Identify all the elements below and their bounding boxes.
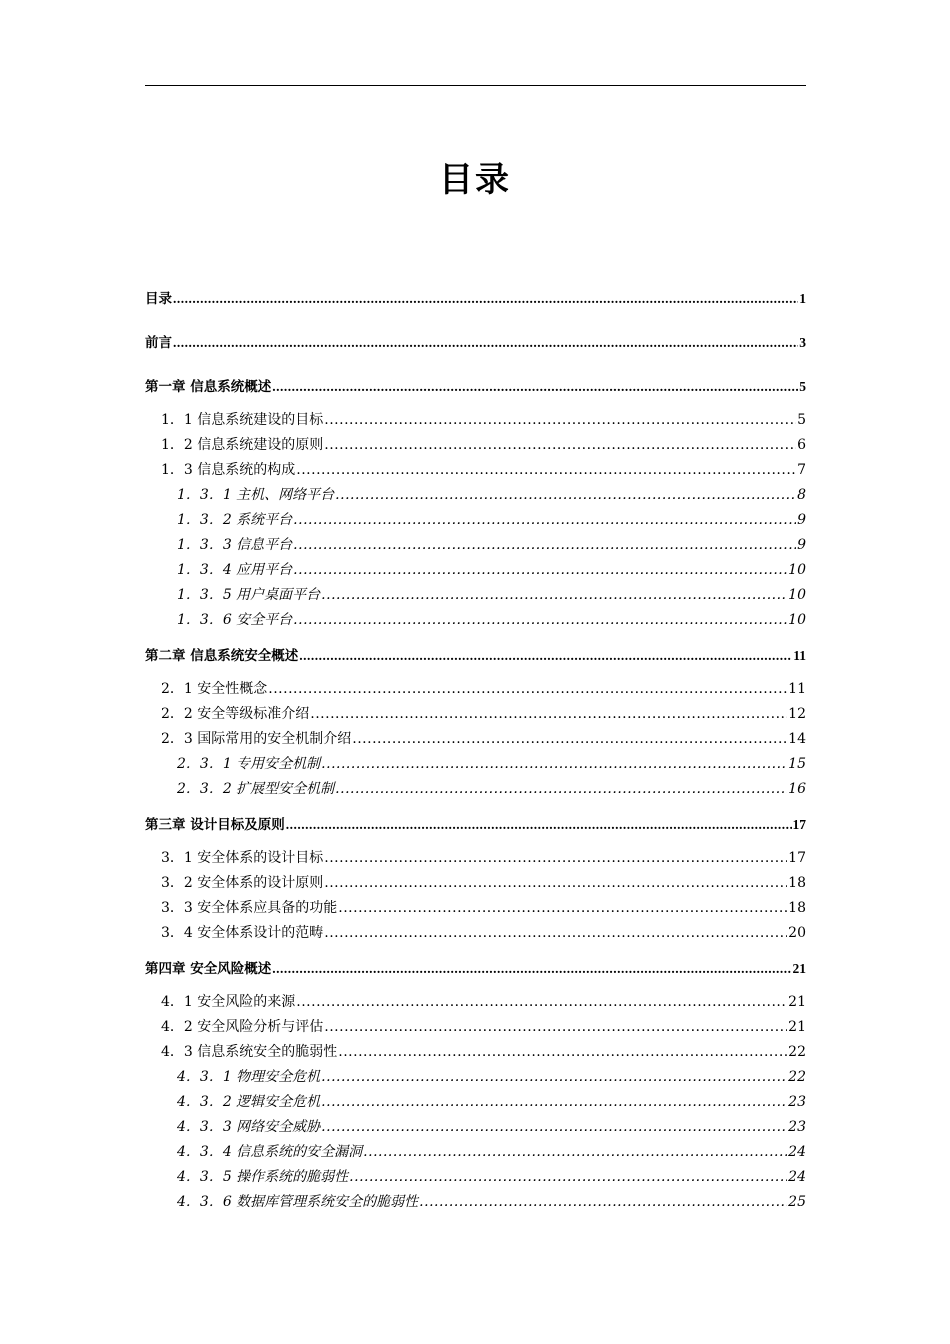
dot-leader bbox=[321, 1094, 787, 1110]
toc-entry-title: 4．3．5 操作系统的脆弱性 bbox=[177, 1169, 349, 1185]
toc-page-number: 10 bbox=[788, 612, 806, 628]
toc-entry-title: 2．3 国际常用的安全机制介绍 bbox=[161, 731, 352, 747]
toc-entry-title: 1．1 信息系统建设的目标 bbox=[161, 412, 324, 428]
toc-page-number: 5 bbox=[797, 412, 806, 428]
toc-page-number: 3 bbox=[799, 335, 806, 350]
toc-page-number: 18 bbox=[788, 875, 806, 891]
dot-leader bbox=[324, 850, 787, 866]
dot-leader bbox=[293, 562, 787, 578]
toc-chapter-entry[interactable] bbox=[145, 957, 806, 979]
dot-leader bbox=[296, 462, 796, 478]
toc-page-number: 17 bbox=[788, 850, 806, 866]
toc-page-number: 22 bbox=[788, 1044, 806, 1060]
toc-entry-title: 3．3 安全体系应具备的功能 bbox=[161, 900, 338, 916]
dot-leader bbox=[272, 379, 798, 395]
dot-leader bbox=[293, 512, 796, 528]
toc-entry-title: 1．3．6 安全平台 bbox=[177, 612, 293, 628]
toc-entry-title: 4．3．2 逻辑安全危机 bbox=[177, 1094, 321, 1110]
dot-leader bbox=[352, 731, 787, 747]
dot-leader bbox=[324, 412, 796, 428]
dot-leader bbox=[296, 994, 787, 1010]
dot-leader bbox=[335, 487, 796, 503]
toc-entry-title: 4．2 安全风险分析与评估 bbox=[161, 1019, 324, 1035]
dot-leader bbox=[324, 437, 796, 453]
header-rule bbox=[145, 85, 806, 86]
toc-entry-title: 4．3．4 信息系统的安全漏洞 bbox=[177, 1144, 363, 1160]
toc-entry-title: 1．3．1 主机、网络平台 bbox=[177, 487, 335, 503]
toc-page-number: 22 bbox=[788, 1069, 806, 1085]
dot-leader bbox=[293, 612, 787, 628]
dot-leader bbox=[321, 587, 787, 603]
toc-section-entry[interactable] bbox=[145, 922, 806, 944]
toc-entry-title: 1．3．5 用户桌面平台 bbox=[177, 587, 321, 603]
toc-page-number: 23 bbox=[788, 1094, 806, 1110]
toc-page-number: 10 bbox=[788, 587, 806, 603]
toc-page-number: 6 bbox=[797, 437, 806, 453]
toc-section-entry[interactable] bbox=[145, 459, 806, 481]
dot-leader bbox=[321, 1119, 787, 1135]
toc-entry-title: 4．3．6 数据库管理系统安全的脆弱性 bbox=[177, 1194, 419, 1210]
toc-page-number: 10 bbox=[788, 562, 806, 578]
toc-section-entry[interactable] bbox=[145, 1066, 806, 1088]
toc-section-entry[interactable] bbox=[145, 1141, 806, 1163]
toc-section-entry[interactable] bbox=[145, 534, 806, 556]
toc-page-number: 21 bbox=[792, 961, 806, 976]
toc-entry-title: 2．1 安全性概念 bbox=[161, 681, 268, 697]
toc-page-number: 23 bbox=[788, 1119, 806, 1135]
toc-chapter-entry[interactable] bbox=[145, 331, 806, 353]
toc-section-entry[interactable] bbox=[145, 1116, 806, 1138]
toc-page-number: 17 bbox=[792, 817, 806, 832]
dot-leader bbox=[338, 1044, 787, 1060]
dot-leader bbox=[324, 1019, 787, 1035]
toc-entry-title: 第二章 信息系统安全概述 bbox=[145, 648, 299, 664]
toc-section-entry[interactable] bbox=[145, 1091, 806, 1113]
dot-leader bbox=[272, 961, 791, 977]
dot-leader bbox=[286, 817, 792, 833]
toc-section-entry[interactable] bbox=[145, 509, 806, 531]
toc-entry-title: 第四章 安全风险概述 bbox=[145, 961, 272, 977]
toc-chapter-entry[interactable] bbox=[145, 375, 806, 397]
toc-page-number: 15 bbox=[788, 756, 806, 772]
toc-section-entry[interactable] bbox=[145, 897, 806, 919]
toc-section-entry[interactable] bbox=[145, 1016, 806, 1038]
toc-section-entry[interactable] bbox=[145, 584, 806, 606]
dot-leader bbox=[299, 648, 792, 664]
toc-page-number: 24 bbox=[788, 1144, 806, 1160]
toc-page-number: 11 bbox=[788, 681, 806, 697]
toc-section-entry[interactable] bbox=[145, 678, 806, 700]
toc-entry-title: 前言 bbox=[145, 335, 172, 351]
toc-page-number: 14 bbox=[788, 731, 806, 747]
toc-section-entry[interactable] bbox=[145, 872, 806, 894]
dot-leader bbox=[173, 335, 798, 351]
toc-section-entry[interactable] bbox=[145, 1166, 806, 1188]
dot-leader bbox=[324, 925, 787, 941]
toc-section-entry[interactable] bbox=[145, 778, 806, 800]
toc-entry-title: 1．2 信息系统建设的原则 bbox=[161, 437, 324, 453]
toc-section-entry[interactable] bbox=[145, 991, 806, 1013]
toc-entry-title: 4．1 安全风险的来源 bbox=[161, 994, 296, 1010]
toc-section-entry[interactable] bbox=[145, 409, 806, 431]
toc-chapter-entry[interactable] bbox=[145, 813, 806, 835]
toc-section-entry[interactable] bbox=[145, 728, 806, 750]
toc-entry-title: 2．3．1 专用安全机制 bbox=[177, 756, 321, 772]
toc-entry-title: 3．1 安全体系的设计目标 bbox=[161, 850, 324, 866]
toc-page-number: 8 bbox=[797, 487, 806, 503]
toc-page-number: 21 bbox=[788, 1019, 806, 1035]
dot-leader bbox=[338, 900, 787, 916]
dot-leader bbox=[419, 1194, 787, 1210]
toc-page-number: 20 bbox=[788, 925, 806, 941]
toc-page-number: 5 bbox=[799, 379, 806, 394]
toc-page-number: 18 bbox=[788, 900, 806, 916]
toc-page-number: 21 bbox=[788, 994, 806, 1010]
dot-leader bbox=[324, 875, 787, 891]
dot-leader bbox=[293, 537, 796, 553]
toc-entry-title: 1．3．3 信息平台 bbox=[177, 537, 293, 553]
toc-entry-title: 3．2 安全体系的设计原则 bbox=[161, 875, 324, 891]
toc-entry-title: 4．3．3 网络安全威胁 bbox=[177, 1119, 321, 1135]
toc-entry-title: 第三章 设计目标及原则 bbox=[145, 817, 285, 833]
toc-entry-title: 1．3．4 应用平台 bbox=[177, 562, 293, 578]
toc-entry-title: 1．3 信息系统的构成 bbox=[161, 462, 296, 478]
toc-entry-title: 4．3 信息系统安全的脆弱性 bbox=[161, 1044, 338, 1060]
dot-leader bbox=[321, 756, 787, 772]
dot-leader bbox=[321, 1069, 787, 1085]
dot-leader bbox=[335, 781, 787, 797]
toc-page-number: 12 bbox=[788, 706, 806, 722]
toc-section-entry[interactable] bbox=[145, 703, 806, 725]
toc-chapter-entry[interactable] bbox=[145, 644, 806, 666]
toc-entry-title: 3．4 安全体系设计的范畴 bbox=[161, 925, 324, 941]
toc-entry-title: 4．3．1 物理安全危机 bbox=[177, 1069, 321, 1085]
toc-section-entry[interactable] bbox=[145, 1041, 806, 1063]
toc-chapter-entry[interactable] bbox=[145, 287, 806, 309]
dot-leader bbox=[310, 706, 787, 722]
dot-leader bbox=[349, 1169, 787, 1185]
toc-page-number: 1 bbox=[799, 291, 806, 306]
toc-page-number: 7 bbox=[797, 462, 806, 478]
dot-leader bbox=[173, 291, 798, 307]
toc-section-entry[interactable] bbox=[145, 434, 806, 456]
toc-entry-title: 2．3．2 扩展型安全机制 bbox=[177, 781, 335, 797]
toc-page-number: 16 bbox=[788, 781, 806, 797]
toc-section-entry[interactable] bbox=[145, 559, 806, 581]
toc-page-number: 9 bbox=[797, 537, 806, 553]
dot-leader bbox=[268, 681, 787, 697]
page-title: 目录 bbox=[439, 160, 511, 200]
toc-page-number: 25 bbox=[788, 1194, 806, 1210]
toc-section-entry[interactable] bbox=[145, 847, 806, 869]
toc-section-entry[interactable] bbox=[145, 609, 806, 631]
toc-entry-title: 1．3．2 系统平台 bbox=[177, 512, 293, 528]
toc-page-number: 9 bbox=[797, 512, 806, 528]
toc-entry-title: 第一章 信息系统概述 bbox=[145, 379, 272, 395]
dot-leader bbox=[363, 1144, 787, 1160]
toc-entry-title: 目录 bbox=[145, 291, 172, 307]
toc-section-entry[interactable] bbox=[145, 753, 806, 775]
toc-entry-title: 2．2 安全等级标准介绍 bbox=[161, 706, 310, 722]
toc-section-entry[interactable] bbox=[145, 1191, 806, 1213]
toc-page-number: 11 bbox=[793, 648, 806, 663]
toc-section-entry[interactable] bbox=[145, 484, 806, 506]
toc-page-number: 24 bbox=[788, 1169, 806, 1185]
